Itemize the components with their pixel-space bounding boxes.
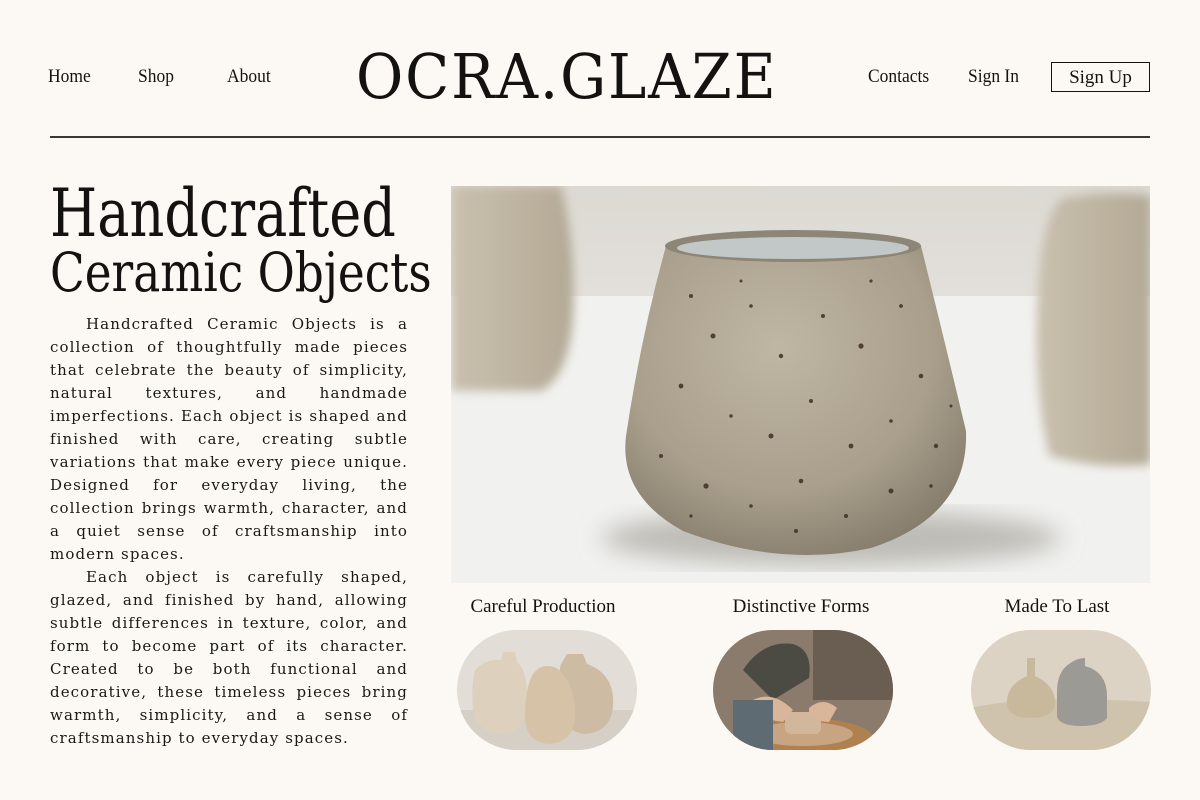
- feature-label-distinctive-forms: Distinctive Forms: [732, 596, 870, 617]
- hero-paragraph-2: Each object is carefully shaped, glazed, and finished by hand, allowing subtle differences in texture, color, and form to become part of its character. Created to be both functional and decorative, these timeless pieces bring warmth, simplicity, and a sense of craftsmanship to everyday spaces.: [50, 568, 408, 747]
- feature-label-careful-production: Careful Production: [470, 596, 616, 617]
- sign-up-button[interactable]: Sign Up: [1051, 62, 1150, 92]
- hero-title: [50, 175, 432, 304]
- feature-label-made-to-last: Made To Last: [1004, 596, 1110, 617]
- nav-home-link[interactable]: Home: [48, 66, 91, 87]
- bottles-image: [971, 630, 1151, 750]
- hero-title-line1: Handcrafted: [50, 175, 396, 252]
- nav-about-link[interactable]: About: [227, 66, 271, 87]
- hero-description: [50, 313, 408, 750]
- pottery-wheel-image: [713, 630, 893, 750]
- vases-photo[interactable]: [457, 630, 637, 750]
- nav-shop-link[interactable]: Shop: [138, 66, 174, 87]
- vases-image: [457, 630, 637, 750]
- sign-in-link[interactable]: Sign In: [968, 66, 1020, 87]
- brand-logo[interactable]: OCRA.GLAZE: [356, 40, 778, 113]
- hero-paragraph-1: Handcrafted Ceramic Objects is a collection of thoughtfully made pieces that celebrate the beauty of simplicity, natural textures, and handmade imperfections. Each object is shaped and finished with care, creating subtle variations that make every piece unique. Designed for everyday living, the collection brings warmth, character, and a quiet sense of craftsmanship into modern spaces.: [50, 315, 408, 563]
- ceramic-cup-image: [451, 186, 1150, 583]
- hero-ceramic-cup-photo: [451, 186, 1150, 583]
- header-divider: [50, 136, 1150, 138]
- pottery-wheel-photo[interactable]: [713, 630, 893, 750]
- bottles-photo[interactable]: [971, 630, 1151, 750]
- hero-title-line2: Ceramic Objects: [50, 241, 432, 304]
- nav-contacts-link[interactable]: Contacts: [868, 66, 930, 87]
